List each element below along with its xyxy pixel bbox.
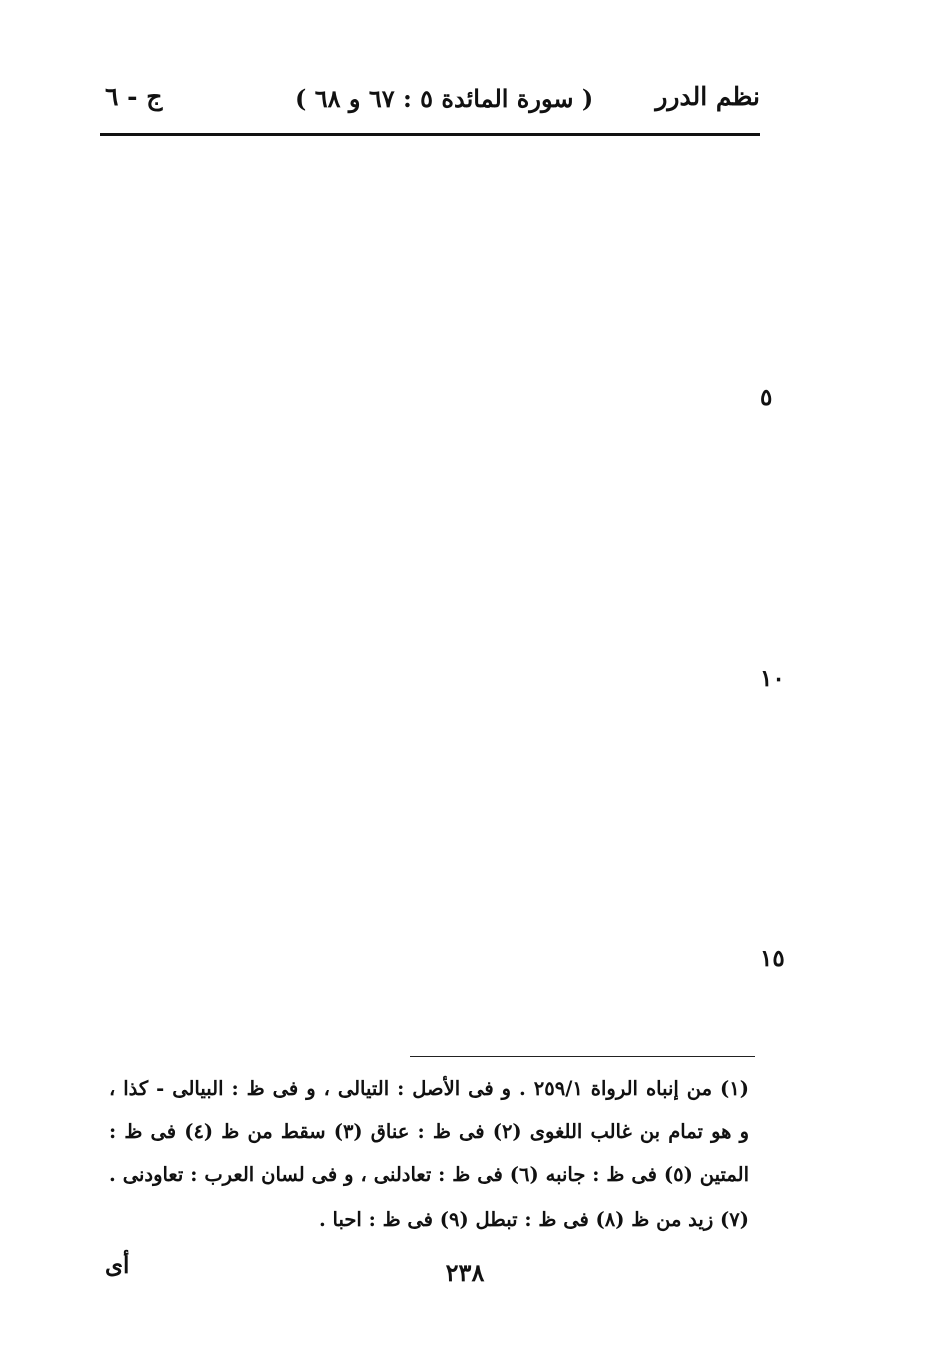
footnote-line: المتين (٥) فى ظ : جانبه (٦) فى ظ : تعادلنى ، و فى لسان العرب : تعاودنى .: [109, 1163, 750, 1186]
running-header: [100, 82, 760, 128]
line-marker-15: ١٥: [760, 945, 785, 972]
footnote-line: و هو تمام بن غالب اللغوى (٢) فى ظ : عناق (٣) سقط من ظ (٤) فى ظ :: [109, 1120, 749, 1143]
footnote-line: (١) من إنباه الرواة ٢٥٩/١ . و فى الأصل : التيالى ، و فى ظ : البيالى - كذا ،: [109, 1077, 750, 1100]
volume-number: ج - ٦: [105, 82, 163, 111]
footnote-rule: [410, 1056, 755, 1057]
catchword: أى: [105, 1252, 130, 1279]
line-marker-5: ٥: [760, 384, 773, 411]
surah-reference: ( سورة المائدة ٥ : ٦٧ و ٦٨ ): [295, 84, 594, 113]
book-title: نظم الدرر: [655, 82, 760, 111]
line-marker-10: ١٠: [760, 665, 785, 692]
page-number: ٢٣٨: [445, 1258, 485, 1287]
footnote-line: (٧) زيد من ظ (٨) فى ظ : تبطل (٩) فى ظ : احبا .: [318, 1208, 749, 1231]
header-rule: [100, 133, 760, 136]
